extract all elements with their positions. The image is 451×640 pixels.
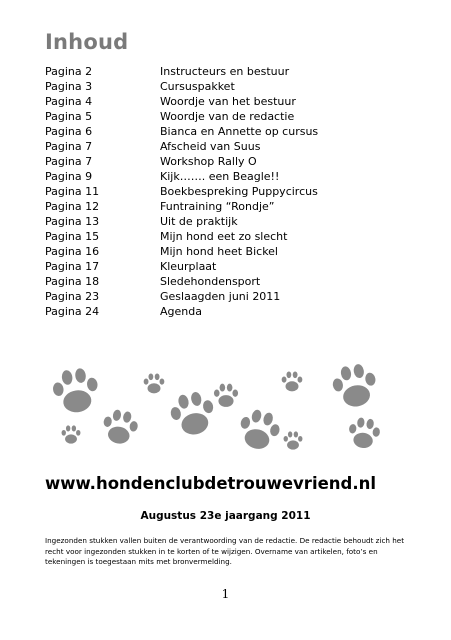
paw-print-icon	[62, 425, 81, 443]
table-of-contents	[45, 64, 405, 319]
edition-line: Augustus 23e jaargang 2011	[140, 510, 311, 522]
paw-print-icon	[282, 371, 303, 391]
toc-page-number: Pagina 7	[45, 155, 93, 168]
toc-row	[45, 199, 405, 214]
paw-print-icon	[51, 366, 101, 415]
toc-page-number: Pagina 11	[45, 185, 100, 198]
paw-print-icon	[144, 373, 165, 393]
toc-row	[45, 229, 405, 244]
toc-row	[45, 64, 405, 79]
toc-article-title: Bianca en Annette op cursus	[160, 125, 319, 138]
toc-row	[45, 154, 405, 169]
toc-page-number: Pagina 17	[45, 260, 100, 273]
toc-page-number: Pagina 3	[45, 80, 93, 93]
paw-print-icon	[235, 407, 283, 454]
toc-row	[45, 214, 405, 229]
page-number: 1	[221, 587, 230, 601]
website-link[interactable]: www.hondenclubdetrouwevriend.nl	[45, 474, 377, 493]
toc-row	[45, 184, 405, 199]
toc-row	[45, 139, 405, 154]
toc-article-title: Sledehondensport	[160, 275, 261, 288]
toc-page-number: Pagina 24	[45, 305, 100, 318]
toc-row	[45, 169, 405, 184]
toc-page-number: Pagina 7	[45, 140, 93, 153]
paw-print-icon	[100, 408, 140, 447]
toc-article-title: Workshop Rally O	[160, 155, 257, 168]
toc-row	[45, 274, 405, 289]
toc-article-title: Woordje van het bestuur	[160, 95, 296, 108]
toc-article-title: Mijn hond eet zo slecht	[160, 230, 288, 243]
toc-page-number: Pagina 9	[45, 170, 93, 183]
toc-page-number: Pagina 23	[45, 290, 100, 303]
toc-page-number: Pagina 18	[45, 275, 100, 288]
toc-article-title: Uit de praktijk	[160, 215, 238, 228]
paw-print-icon	[167, 389, 218, 439]
toc-row	[45, 94, 405, 109]
toc-article-title: Afscheid van Suus	[160, 140, 261, 153]
paw-print-icon	[330, 362, 380, 410]
toc-article-title: Funtraining “Rondje”	[160, 200, 275, 213]
toc-page-number: Pagina 2	[45, 65, 93, 78]
toc-article-title: Agenda	[160, 305, 202, 318]
toc-page-number: Pagina 16	[45, 245, 100, 258]
toc-row	[45, 124, 405, 139]
toc-page-number: Pagina 6	[45, 125, 93, 138]
toc-page-number: Pagina 4	[45, 95, 93, 108]
toc-article-title: Instructeurs en bestuur	[160, 65, 290, 78]
toc-article-title: Kleurplaat	[160, 260, 217, 273]
toc-row	[45, 79, 405, 94]
toc-article-title: Cursuspakket	[160, 80, 235, 93]
paw-print-icon	[347, 416, 382, 450]
toc-row	[45, 259, 405, 274]
toc-row	[45, 244, 405, 259]
paw-prints-decoration	[50, 358, 400, 458]
toc-article-title: Mijn hond heet Bickel	[160, 245, 278, 258]
paw-print-icon	[284, 431, 303, 449]
toc-page-number: Pagina 13	[45, 215, 100, 228]
paw-print-icon	[214, 384, 238, 407]
toc-article-title: Woordje van de redactie	[160, 110, 295, 123]
toc-row	[45, 289, 405, 304]
toc-page-number: Pagina 5	[45, 110, 93, 123]
toc-article-title: Geslaagden juni 2011	[160, 290, 281, 303]
toc-page-number: Pagina 12	[45, 200, 100, 213]
toc-article-title: Kijk……. een Beagle!!	[160, 170, 280, 183]
toc-row	[45, 109, 405, 124]
disclaimer-text: Ingezonden stukken vallen buiten de verantwoording van de redactie. De redactie behoudt zich het recht voor ingezonden stukken in te korten of te wijzigen. Overname van artikelen, foto’s en tekeningen is toegestaan mits met bronvermelding.	[45, 536, 405, 566]
page-title: Inhoud	[45, 30, 129, 54]
toc-page-number: Pagina 15	[45, 230, 100, 243]
toc-article-title: Boekbespreking Puppycircus	[160, 185, 318, 198]
toc-row	[45, 304, 405, 319]
